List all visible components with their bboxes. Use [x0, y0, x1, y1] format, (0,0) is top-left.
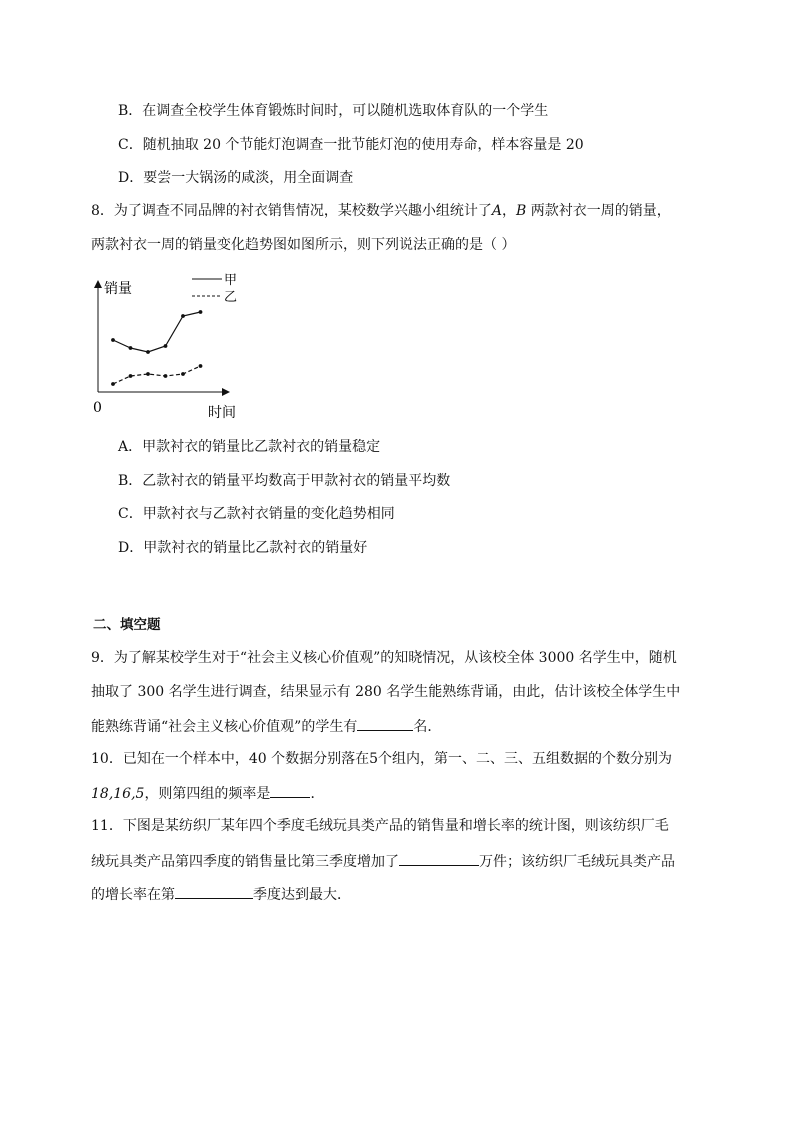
q10-numbers: 18,16,5 — [91, 786, 145, 802]
q10-line2-text: ，则第四组的频率是 — [144, 786, 271, 802]
series-2-point-3 — [146, 372, 150, 376]
x-axis-label: 时间 — [208, 405, 236, 421]
q11-line3-tail: 季度达到最大． — [253, 887, 351, 903]
series-2-point-1 — [111, 382, 115, 386]
series-layer — [111, 310, 202, 386]
q11-line1: 11．下图是某纺织厂某年四个季度毛绒玩具类产品的销售量和增长率的统计图，则该纺织厂毛 — [91, 818, 669, 834]
q8-option-c: C．甲款衬衣与乙款衬衣销量的变化趋势相同 — [118, 506, 395, 522]
series-line-2 — [113, 366, 201, 384]
q8-option-d: D．甲款衬衣的销量比乙款衬衣的销量好 — [118, 540, 368, 556]
legend-label-series-2: 乙 — [224, 290, 238, 305]
series-2-point-6 — [199, 364, 203, 368]
series-2-point-2 — [129, 374, 133, 378]
section-title: 二、填空题 — [93, 617, 161, 633]
q11-line3-text: 的增长率在第 — [91, 887, 175, 903]
series-line-1 — [113, 312, 201, 352]
legend-label-series-1: 甲 — [224, 273, 238, 288]
legend — [192, 273, 237, 305]
q11-line2-text: 绒玩具类产品第四季度的销售量比第三季度增加了 — [91, 854, 399, 870]
series-1-point-4 — [164, 344, 168, 348]
series-1-point-5 — [181, 314, 185, 318]
q11-line2 — [91, 850, 675, 872]
q8-stem-text: 8．为了调查不同品牌的衬衣销售情况，某校数学兴趣小组统计了 — [91, 203, 492, 219]
series-1-point-3 — [146, 350, 150, 354]
q9-line3 — [91, 715, 441, 737]
q9-line2: 抽取了 300 名学生进行调查，结果显示有 280 名学生能熟练背诵，由此，估计该校全体学生中 — [91, 684, 681, 700]
q7-option-d: D．要尝一大锅汤的咸淡，用全面调查 — [118, 170, 354, 186]
q10-line2-tail: ． — [310, 786, 325, 802]
q9-answer-blank[interactable] — [357, 715, 413, 731]
q9-line3-text: 能熟练背诵“社会主义核心价值观”的学生有 — [91, 719, 358, 735]
q9-line3-tail: 名． — [413, 719, 442, 735]
series-1-point-6 — [199, 310, 203, 314]
q7-option-c: C．随机抽取 20 个节能灯泡调查一批节能灯泡的使用寿命，样本容量是 20 — [118, 137, 584, 153]
q11-line2-tail: 万件；该纺织厂毛绒玩具类产品 — [479, 854, 675, 870]
q10-line1: 10．已知在一个样本中，40 个数据分别落在5个组内，第一、二、三、五组数据的个数分别为 — [91, 751, 672, 767]
q8-stem-line2: 两款衬衣一周的销量变化趋势图如图所示，则下列说法正确的是（ ） — [91, 237, 516, 253]
series-2-point-4 — [164, 374, 168, 378]
q10-line2 — [91, 782, 324, 804]
q10-answer-blank[interactable] — [270, 782, 310, 798]
q8-option-b: B．乙款衬衣的销量平均数高于甲款衬衣的销量平均数 — [118, 473, 451, 489]
q8-sep: ， — [502, 203, 517, 219]
origin-label: 0 — [93, 400, 102, 416]
series-2-point-5 — [181, 372, 185, 376]
q8-stem-text-post: 两款衬衣一周的销量， — [526, 203, 671, 219]
q8-option-a: A．甲款衬衣的销量比乙款衬衣的销量稳定 — [118, 439, 381, 455]
sales-trend-chart — [88, 266, 248, 426]
q9-line1: 9．为了解某校学生对于“社会主义核心价值观”的知晓情况，从该校全体 3000 名学生中，随机 — [91, 650, 677, 666]
q11-answer-blank-1[interactable] — [399, 850, 479, 866]
y-axis-label: 销量 — [104, 281, 132, 297]
series-1-point-2 — [129, 346, 133, 350]
var-b: B — [516, 203, 527, 219]
q7-option-b: B．在调查全校学生体育锻炼时间时，可以随机选取体育队的一个学生 — [118, 103, 549, 119]
q8-stem-line1 — [91, 201, 671, 221]
q11-line3 — [91, 883, 351, 905]
q11-answer-blank-2[interactable] — [175, 883, 253, 899]
series-1-point-1 — [111, 338, 115, 342]
var-a: A — [491, 203, 503, 219]
